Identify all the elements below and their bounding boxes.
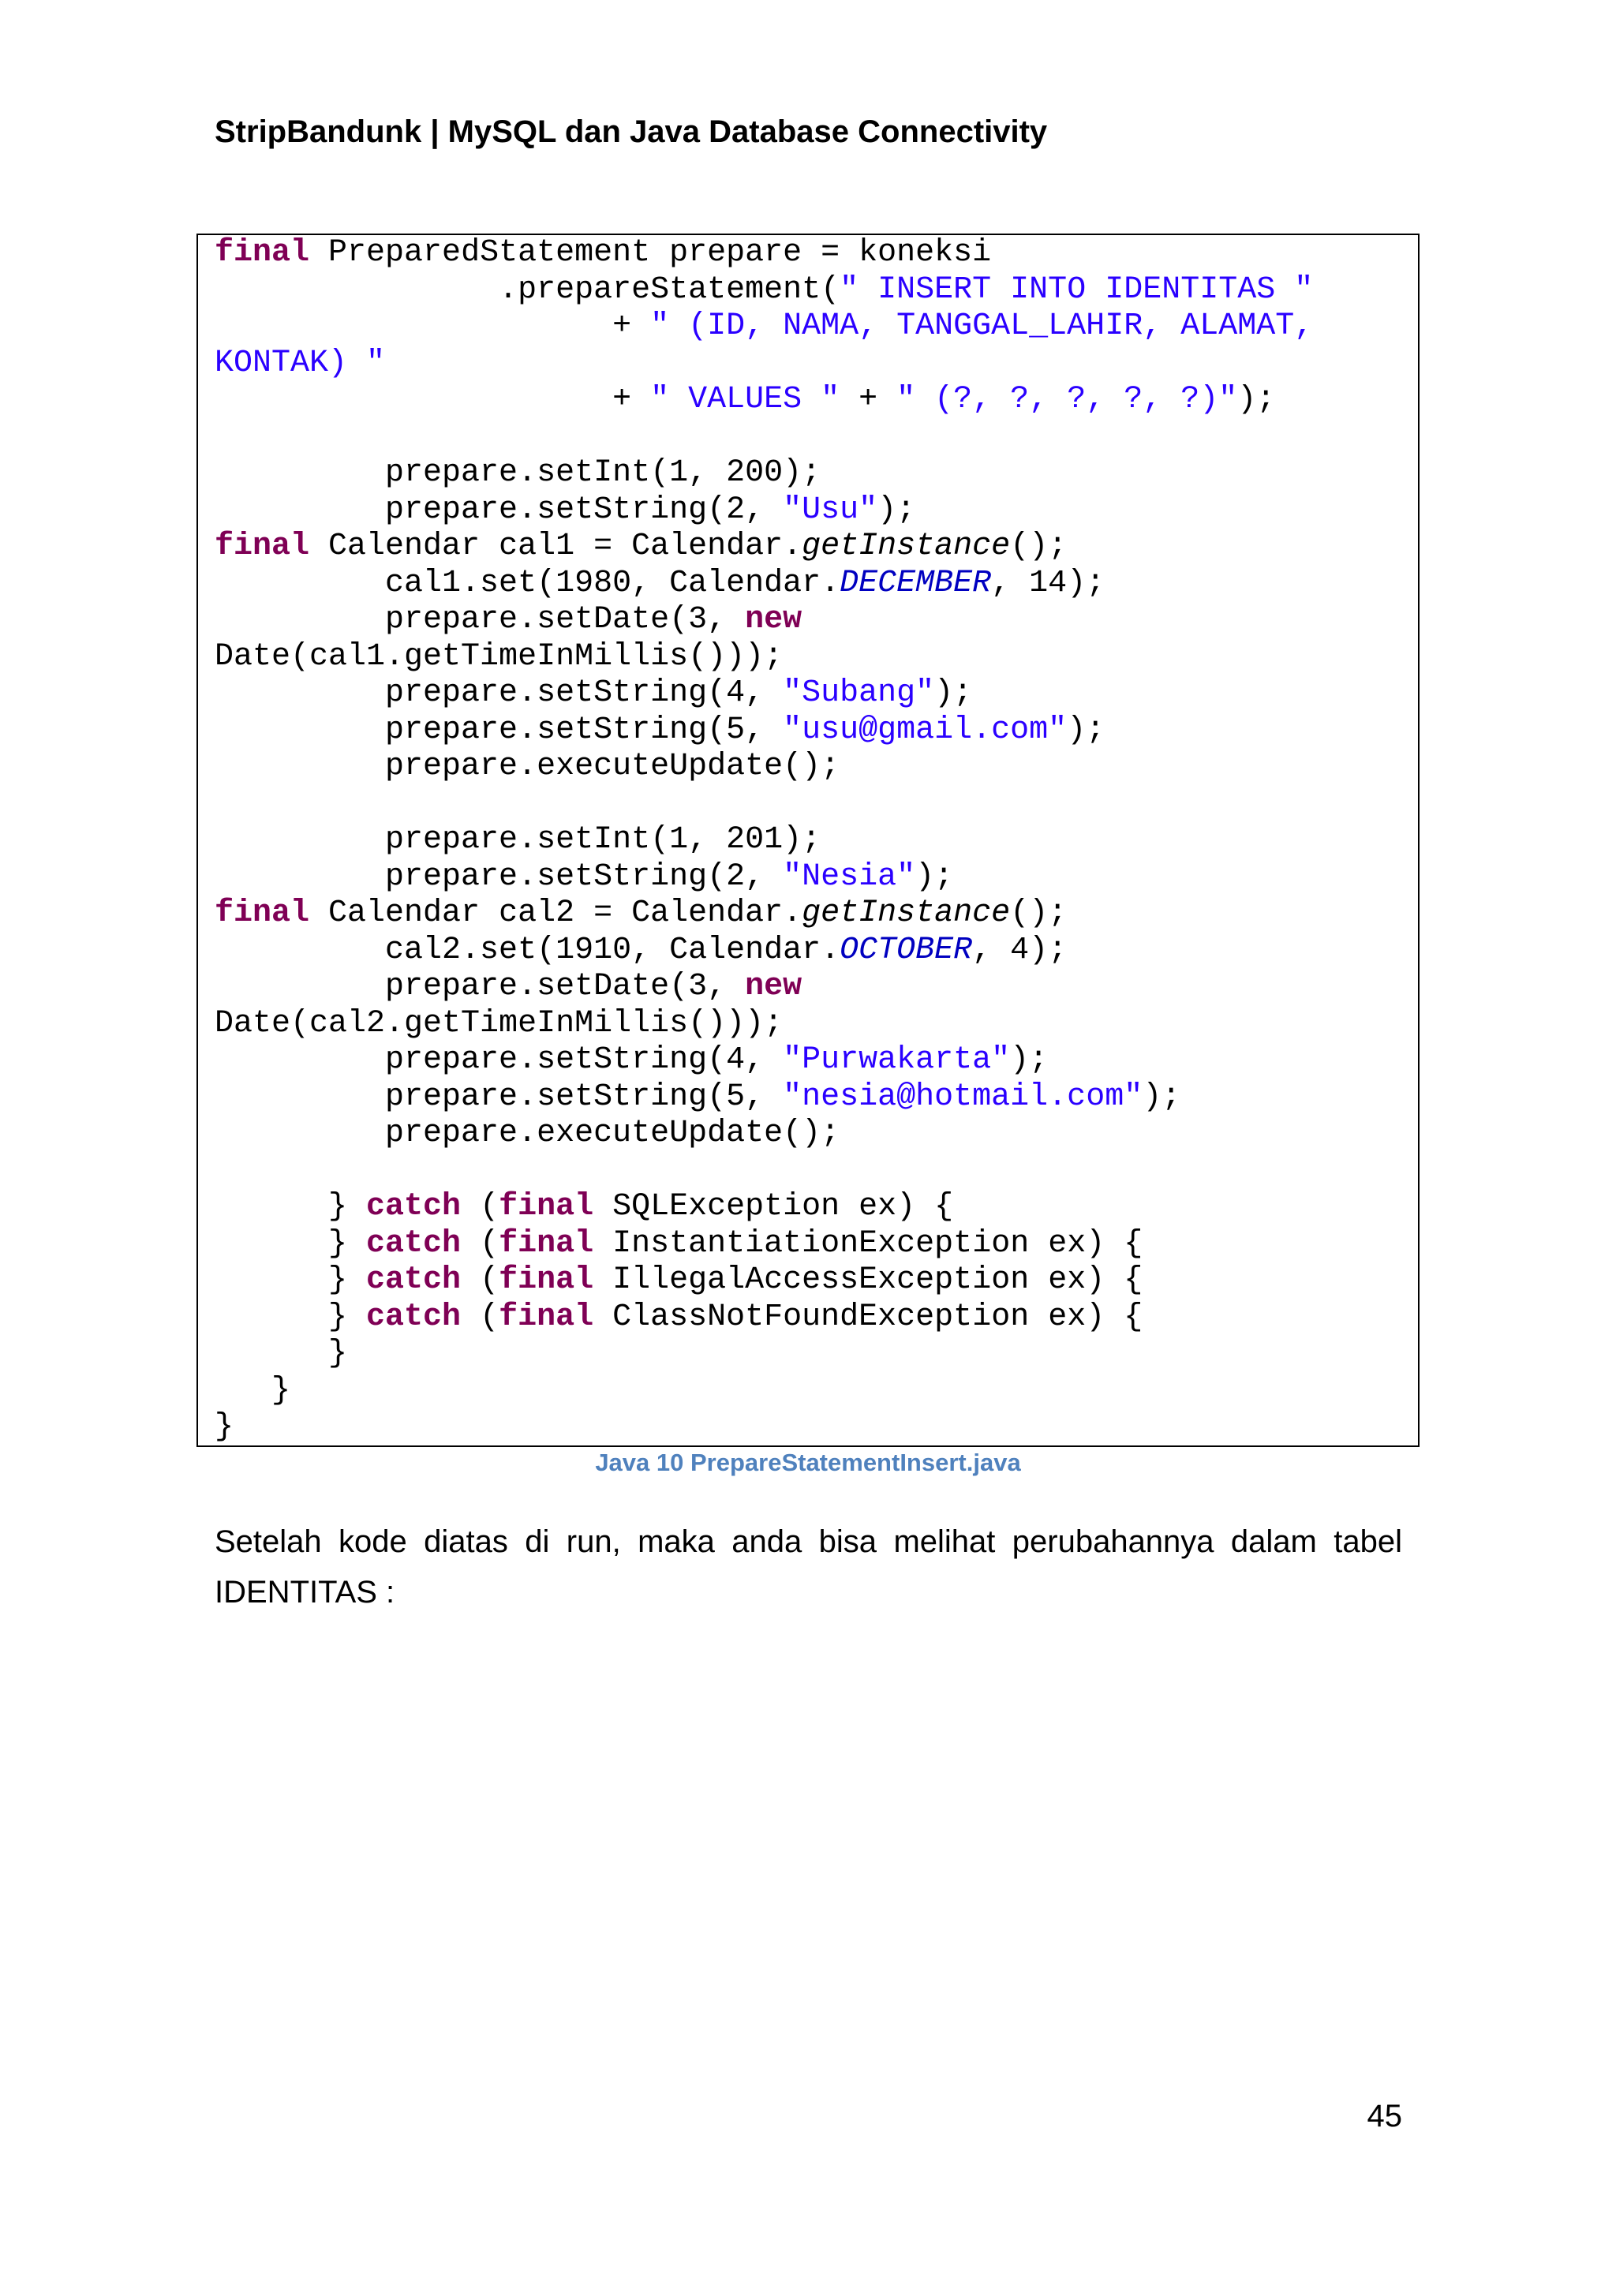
code-line bbox=[215, 1189, 1313, 1226]
code-token: OCTOBER bbox=[840, 932, 973, 968]
code-token: } bbox=[215, 1299, 367, 1335]
code-line bbox=[215, 933, 1313, 970]
code-line bbox=[215, 1153, 1313, 1190]
code-token: InstantiationException ex) { bbox=[593, 1225, 1143, 1262]
code-token: final bbox=[499, 1189, 594, 1225]
code-line bbox=[215, 346, 1313, 383]
code-token: KONTAK) " bbox=[215, 345, 386, 381]
code-token: catch bbox=[366, 1189, 462, 1225]
code-token: catch bbox=[366, 1225, 462, 1262]
code-token: + bbox=[840, 382, 897, 417]
code-token: } bbox=[215, 1189, 367, 1225]
code-line bbox=[215, 1262, 1313, 1299]
code-line bbox=[215, 786, 1313, 823]
code-line bbox=[215, 822, 1313, 859]
code-token: Date(cal2.getTimeInMillis())); bbox=[215, 1005, 784, 1041]
code-token: ); bbox=[934, 675, 973, 711]
code-token: getInstance bbox=[802, 896, 1011, 931]
code-token: final bbox=[499, 1299, 594, 1335]
code-token: prepare.setString(5, bbox=[215, 712, 784, 748]
code-token: ClassNotFoundException ex) { bbox=[593, 1299, 1143, 1335]
code-token: "usu@gmail.com" bbox=[783, 712, 1068, 748]
code-line bbox=[215, 859, 1313, 896]
code-token: final bbox=[215, 235, 310, 271]
code-line bbox=[215, 1299, 1313, 1337]
code-token: SQLException ex) { bbox=[593, 1189, 954, 1225]
code-token: (); bbox=[1010, 529, 1068, 564]
code-token: final bbox=[499, 1262, 594, 1298]
code-token: prepare.setString(2, bbox=[215, 492, 784, 528]
code-token: , 14); bbox=[991, 565, 1105, 601]
code-line bbox=[215, 1079, 1313, 1116]
code-token: prepare.setString(2, bbox=[215, 858, 784, 895]
code-token: Calendar cal2 = Calendar. bbox=[309, 896, 802, 931]
code-token: PreparedStatement prepare = koneksi bbox=[309, 235, 992, 271]
code-line bbox=[215, 749, 1313, 786]
code-token: cal1.set(1980, Calendar. bbox=[215, 565, 840, 601]
code-token: .prepareStatement( bbox=[215, 271, 840, 308]
code-token: " (?, ?, ?, ?, ?)" bbox=[896, 382, 1238, 417]
code-token: "Subang" bbox=[783, 675, 935, 711]
code-token: prepare.setString(4, bbox=[215, 1042, 784, 1078]
code-listing-box bbox=[196, 234, 1420, 1447]
code-token: prepare.setInt(1, 201); bbox=[215, 822, 821, 858]
code-token: ); bbox=[1067, 712, 1105, 748]
code-line bbox=[215, 566, 1313, 603]
code-line bbox=[215, 529, 1313, 566]
code-token: prepare.setInt(1, 200); bbox=[215, 455, 821, 491]
code-token: DECEMBER bbox=[840, 565, 992, 601]
code-token: catch bbox=[366, 1262, 462, 1298]
code-token: ( bbox=[461, 1262, 499, 1298]
code-token: prepare.executeUpdate(); bbox=[215, 749, 840, 784]
code-token: } bbox=[215, 1372, 291, 1408]
code-token: } bbox=[215, 1225, 367, 1262]
code-token: " INSERT INTO IDENTITAS " bbox=[840, 271, 1314, 308]
code-line bbox=[215, 712, 1313, 750]
code-token: " (ID, NAMA, TANGGAL_LAHIR, ALAMAT, bbox=[650, 309, 1314, 344]
code-line bbox=[215, 455, 1313, 492]
code-caption: Java 10 PrepareStatementInsert.java bbox=[595, 1449, 1021, 1476]
code-line bbox=[215, 1226, 1313, 1263]
code-line bbox=[215, 235, 1313, 272]
code-token: " VALUES " bbox=[650, 382, 840, 417]
code-token: , 4); bbox=[972, 932, 1068, 968]
code-line bbox=[215, 272, 1313, 309]
code-token: "Purwakarta" bbox=[783, 1042, 1011, 1078]
page-number: 45 bbox=[1367, 2099, 1402, 2133]
code-token: new bbox=[745, 602, 802, 638]
code-line bbox=[215, 896, 1313, 933]
code-token: Date(cal1.getTimeInMillis())); bbox=[215, 638, 784, 675]
code-token: getInstance bbox=[802, 529, 1011, 564]
code-token: } bbox=[215, 1336, 348, 1371]
code-token: "nesia@hotmail.com" bbox=[783, 1079, 1143, 1115]
code-token: prepare.setString(4, bbox=[215, 675, 784, 711]
code-line bbox=[215, 419, 1313, 456]
code-line bbox=[215, 309, 1313, 346]
code-token: Calendar cal1 = Calendar. bbox=[309, 529, 802, 564]
code-token: final bbox=[215, 529, 310, 564]
code-token: prepare.setDate(3, bbox=[215, 602, 746, 638]
code-token: prepare.setDate(3, bbox=[215, 969, 746, 1004]
code-token: catch bbox=[366, 1299, 462, 1335]
code-token: ); bbox=[1237, 382, 1276, 417]
code-token: ); bbox=[1143, 1079, 1181, 1115]
code-token: (); bbox=[1010, 896, 1068, 931]
code-token: final bbox=[215, 896, 310, 931]
code-line bbox=[215, 639, 1313, 676]
code-token: "Usu" bbox=[783, 492, 878, 528]
code-line bbox=[215, 1373, 1313, 1410]
body-paragraph: Setelah kode diatas di run, maka anda bisa melihat perubahannya dalam tabel IDENTITAS : bbox=[215, 1524, 1402, 1610]
code-line bbox=[215, 382, 1313, 419]
code-token: cal2.set(1910, Calendar. bbox=[215, 932, 840, 968]
code-line bbox=[215, 602, 1313, 639]
code-line bbox=[215, 969, 1313, 1006]
code-token: prepare.setString(5, bbox=[215, 1079, 784, 1115]
code-line bbox=[215, 1042, 1313, 1079]
code-line bbox=[215, 1409, 1313, 1446]
code-line bbox=[215, 1006, 1313, 1043]
code-token: ( bbox=[461, 1225, 499, 1262]
code-token: + bbox=[215, 309, 651, 344]
code-token: prepare.executeUpdate(); bbox=[215, 1116, 840, 1151]
code-token: ); bbox=[877, 492, 916, 528]
code-line bbox=[215, 675, 1313, 712]
code-token: + bbox=[215, 382, 651, 417]
code-token: } bbox=[215, 1409, 234, 1445]
code-listing bbox=[215, 235, 1313, 1446]
code-line bbox=[215, 1116, 1313, 1153]
code-token: IllegalAccessException ex) { bbox=[593, 1262, 1143, 1298]
code-token: ( bbox=[461, 1189, 499, 1225]
code-token: "Nesia" bbox=[783, 858, 916, 895]
page-header: StripBandunk | MySQL dan Java Database Connectivity bbox=[215, 114, 1048, 149]
code-line bbox=[215, 1336, 1313, 1373]
code-token: new bbox=[745, 969, 802, 1004]
code-token: final bbox=[499, 1225, 594, 1262]
code-token: ( bbox=[461, 1299, 499, 1335]
code-token: } bbox=[215, 1262, 367, 1298]
code-line bbox=[215, 492, 1313, 529]
code-token: ); bbox=[1010, 1042, 1049, 1078]
code-token: ); bbox=[915, 858, 954, 895]
